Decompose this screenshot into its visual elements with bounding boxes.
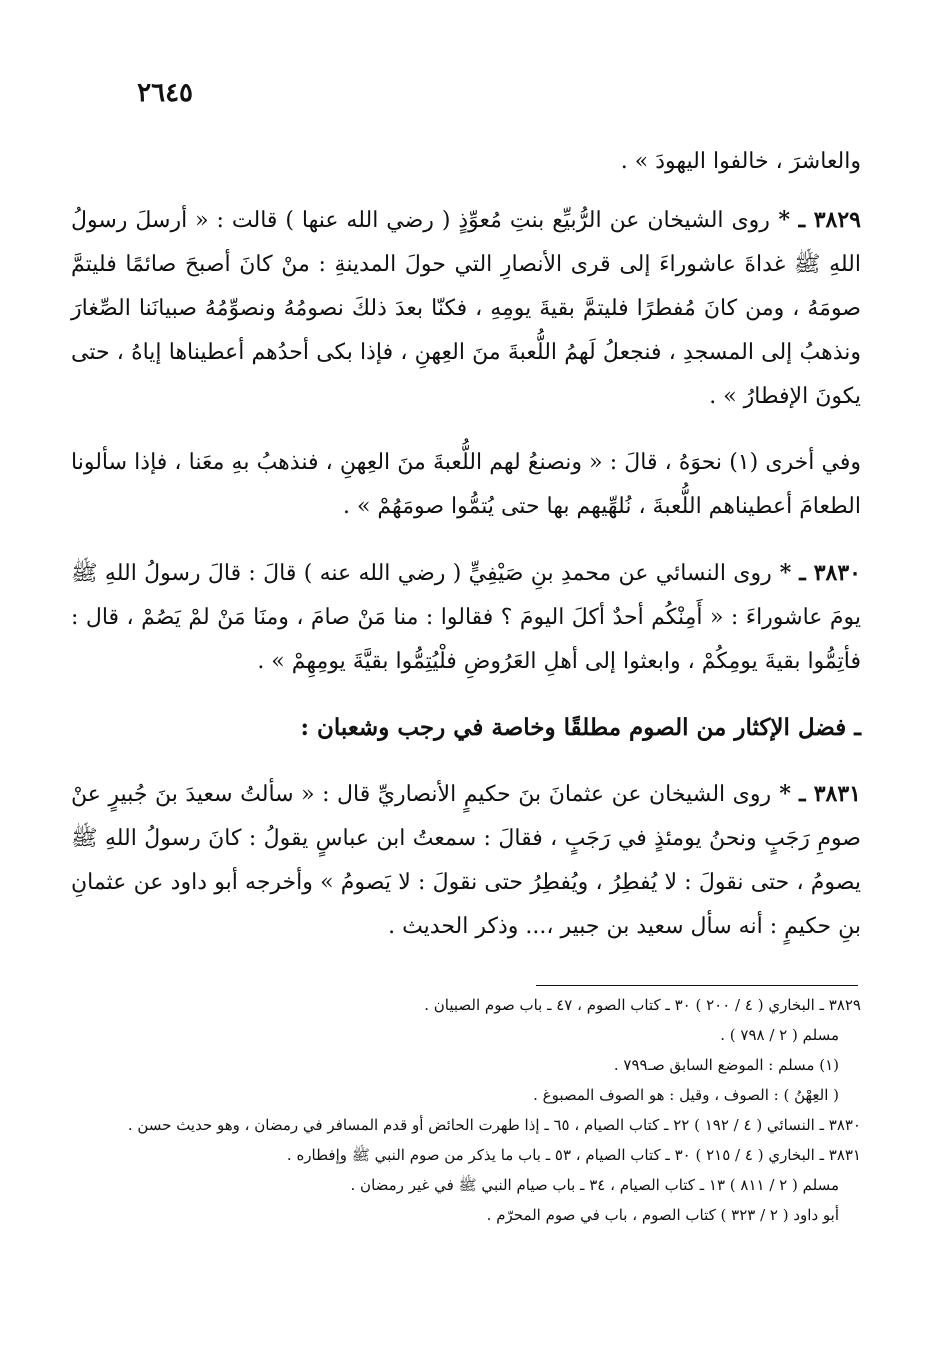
hadith-number: ٣٨٣١ ـ *: [771, 781, 861, 807]
hadith-3829: [71, 198, 861, 419]
footnote: ٣٨٣٠ ـ النسائي ( ٤ / ١٩٢ ) ٢٢ ـ كتاب الصيام ، ٦٥ ـ إذا طهرت الحائض أو قدم المسافر في رمضان ، وهو حديث حسن .: [127, 1116, 861, 1134]
hadith-text: روى الشيخان عن الرُّبيِّع بنتِ مُعوِّذٍ ( رضي الله عنها ) قالت : « أرسلَ رسولُ اللهِ ﷺ غداةَ عاشوراءَ إلى قرى الأنصارِ التي حولَ المدينةِ : منْ كانَ أصبحَ صائمًا فليتمَّ صومَهُ ، ومن كانَ مُفطرًا فليتمَّ بقيةَ يومِهِ ، فكنّا بعدَ ذلكَ نصومُهُ ونصوِّمُهُ صبيانَنا الصِّغارَ ونذهبُ إلى المسجدِ ، فنجعلُ لَهمُ اللُّعبةَ منَ العِهنِ ، فإذا بكى أحدُهم أعطيناها إياهُ ، حتى يكونَ الإفطارُ » .: [71, 208, 861, 409]
hadith-text: روى النسائي عن محمدِ بنِ صَيْفِيٍّ ( رضي الله عنه ) قالَ : قالَ رسولُ اللهِ ﷺ يومَ عاشوراءَ : « أَمِنْكُم أحدٌ أكلَ اليومَ ؟ فقالوا : منا مَنْ صامَ ، ومنَا مَنْ لمْ يَصُمْ ، قال : فأتِمُّوا بقيةَ يومِكُمْ ، وابعثوا إلى أهلِ العَرُوضِ فلْيُتِمُّوا بقيَّةَ يومِهِمْ » .: [71, 561, 861, 674]
hadith-3830: [71, 551, 861, 684]
hadith-text: روى الشيخان عن عثمانَ بنَ حكيمٍ الأنصاريِّ قال : « سألتُ سعيدَ بنَ جُبيرٍ عنْ صومِ رَجَبٍ ونحنُ يومئذٍ في رَجَبٍ ، فقالَ : سمعتُ ابن عباسٍ يقولُ : كانَ رسولُ اللهِ ﷺ يصومُ ، حتى نقولَ : لا يُفطِرُ ، ويُفطِرُ حتى نقولَ : لا يَصومُ » وأخرجه أبو داود عن عثمانِ بنِ حكيمٍ : أنه سأل سعيد بن جبير ،... وذكر الحديث .: [71, 782, 861, 939]
main-text: [71, 140, 861, 971]
footnote: مسلم ( ٢ / ٧٩٨ ) .: [720, 1026, 839, 1044]
paragraph-text: والعاشرَ ، خالفوا اليهودَ » .: [620, 149, 861, 174]
footnote: أبو داود ( ٢ / ٣٢٣ ) كتاب الصوم ، باب في صوم المحرّم .: [486, 1206, 839, 1224]
hadith-3831: [71, 772, 861, 949]
paragraph-ukhra: [71, 441, 861, 529]
footnote: ٣٨٢٩ ـ البخاري ( ٤ / ٢٠٠ ) ٣٠ ـ كتاب الصوم ، ٤٧ ـ باب صوم الصبيان .: [424, 996, 861, 1014]
page-number: ٢٦٤٥: [137, 78, 193, 108]
paragraph-intro: [71, 140, 861, 184]
footnote: ٣٨٣١ ـ البخاري ( ٤ / ٢١٥ ) ٣٠ ـ كتاب الصيام ، ٥٣ ـ باب ما يذكر من صوم النبي ﷺ وإفطاره .: [286, 1146, 861, 1164]
footnote: ( العِهْنُ ) : الصوف ، وقيل : هو الصوف المصبوغ .: [533, 1086, 839, 1104]
section-heading: ـ فضل الإكثار من الصوم مطلقًا وخاصة في رجب وشعبان :: [300, 714, 861, 741]
hadith-number: ٣٨٢٩ ـ *: [769, 207, 861, 233]
footnote-divider: [536, 985, 858, 986]
paragraph-text: وفي أخرى (١) نحوَهُ ، قالَ : « ونصنعُ لهم اللُّعبةَ منَ العِهنِ ، فنذهبُ بهِ معَنا ، فإذا سألونا الطعامَ أعطيناهم اللُّعبةَ ، نُلهِّيهم بها حتى يُتمُّوا صومَهُمْ » .: [71, 450, 862, 519]
footnote: (١) مسلم : الموضع السابق صـ٧٩٩ .: [613, 1056, 839, 1074]
footnotes: [71, 990, 861, 1230]
footnote: مسلم ( ٢ / ٨١١ ) ١٣ ـ كتاب الصيام ، ٣٤ ـ باب صيام النبي ﷺ في غير رمضان .: [350, 1176, 839, 1194]
hadith-number: ٣٨٣٠ ـ *: [771, 560, 861, 586]
